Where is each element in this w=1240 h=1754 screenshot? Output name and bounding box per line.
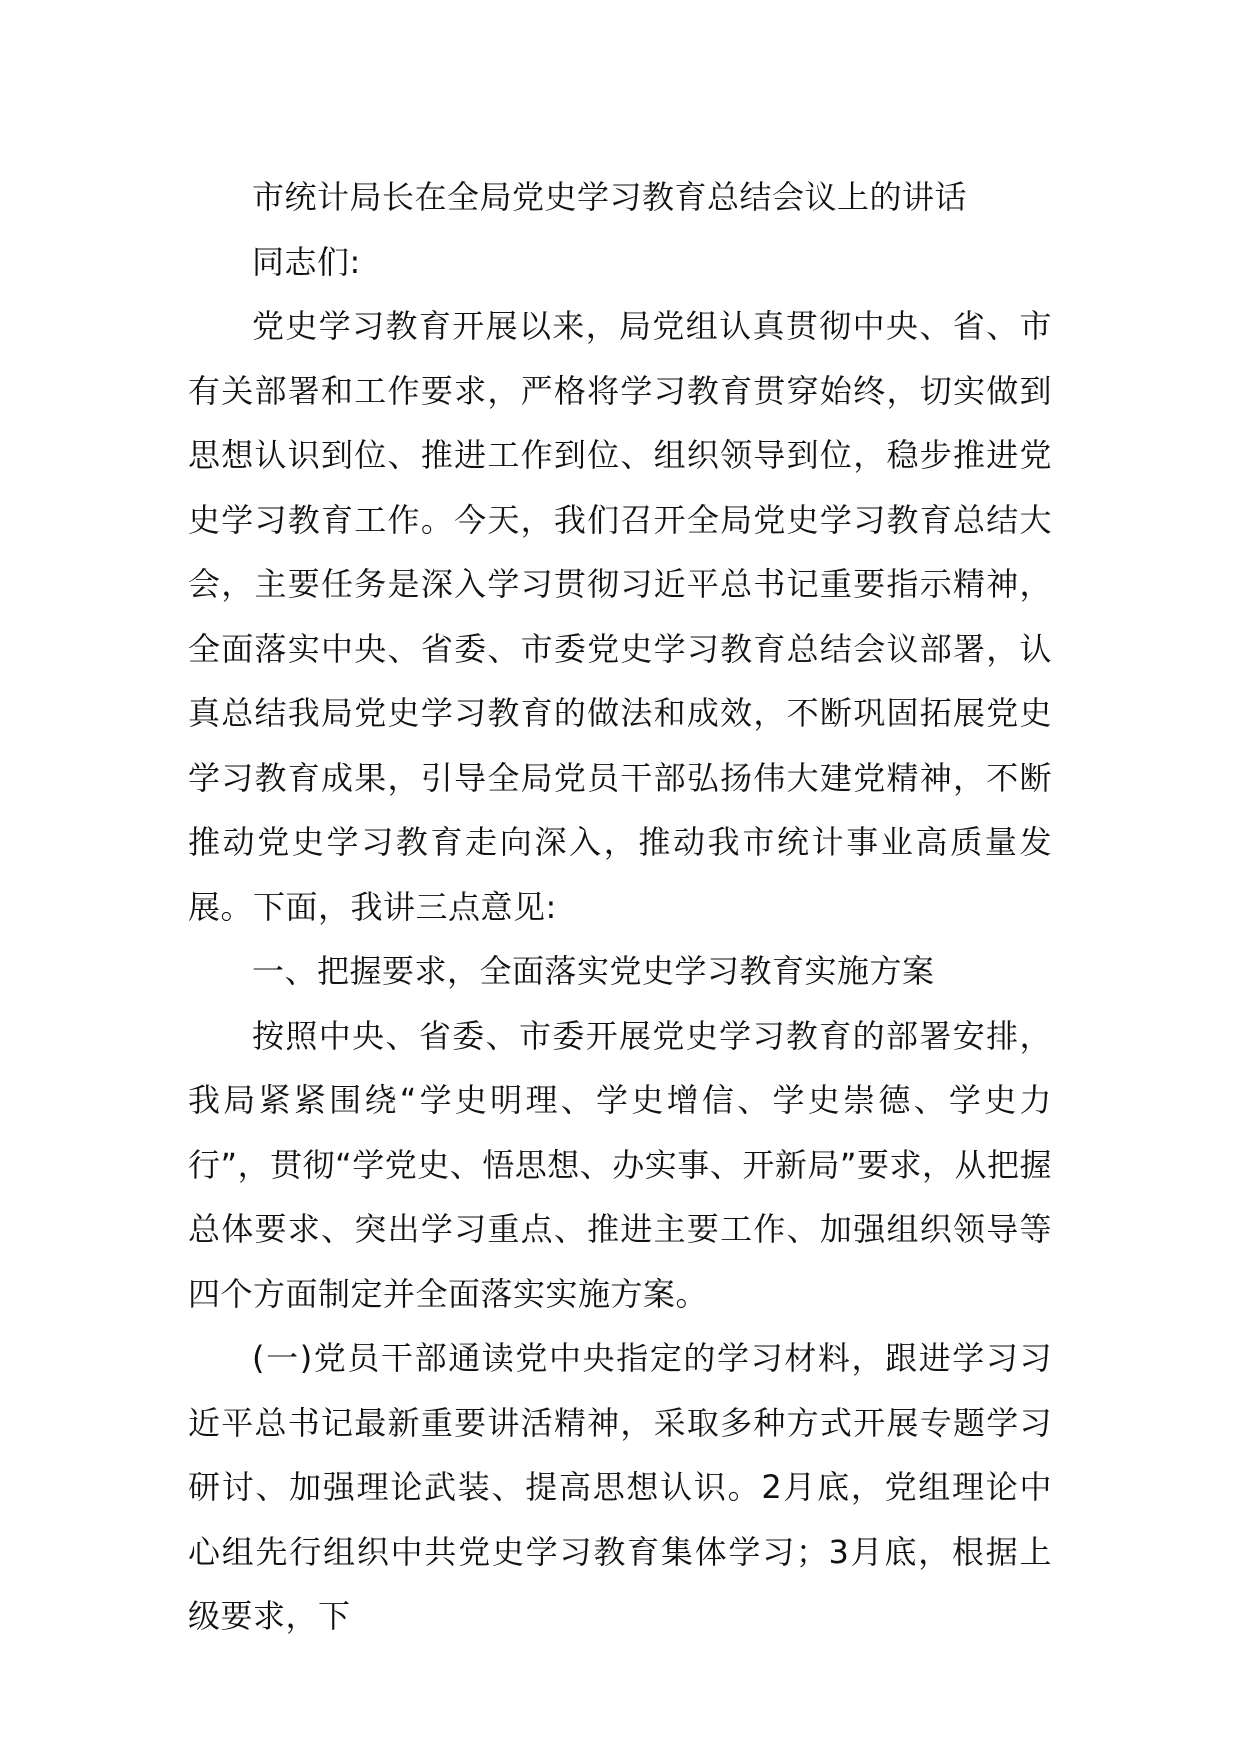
section-heading-1: 一、把握要求，全面落实党史学习教育实施方案 [252,952,935,990]
document-title: 市统计局长在全局党史学习教育总结会议上的讲话 [252,178,968,216]
salutation: 同志们: [252,242,361,281]
paragraph-section-1: 按照中央、省委、市委开展党史学习教育的部署安排，我局紧紧围绕“学史明理、学史增信、学史崇德、学史力行”，贯彻“学党史、悟思想、办实事、开新局”要求，从把握总体要求、突出学习重点、推进主要工作、加强组织领导等四个方面制定并全面落实实施方案。 [188,1016,1052,1313]
paragraph-subsection-1: (一)党员干部通读党中央指定的学习材料，跟进学习习近平总书记最新重要讲活精神，采取多种方式开展专题学习研讨、加强理论武装、提高思想认识。2月底，党组理论中心组先行组织中共党史学习教育集体学习；3月底，根据上级要求，下 [188,1339,1052,1635]
document-page [188,165,1052,1649]
paragraph-intro: 党史学习教育开展以来，局党组认真贯彻中央、省、市有关部署和工作要求，严格将学习教育贯穿始终，切实做到思想认识到位、推进工作到位、组织领导到位，稳步推进党史学习教育工作。今天，我们召开全局党史学习教育总结大会，主要任务是深入学习贯彻习近平总书记重要指示精神，全面落实中央、省委、市委党史学习教育总结会议部署，认真总结我局党史学习教育的做法和成效，不断巩固拓展党史学习教育成果，引导全局党员干部弘扬伟大建党精神，不断推动党史学习教育走向深入，推动我市统计事业高质量发展。下面，我讲三点意见: [188,307,1052,926]
